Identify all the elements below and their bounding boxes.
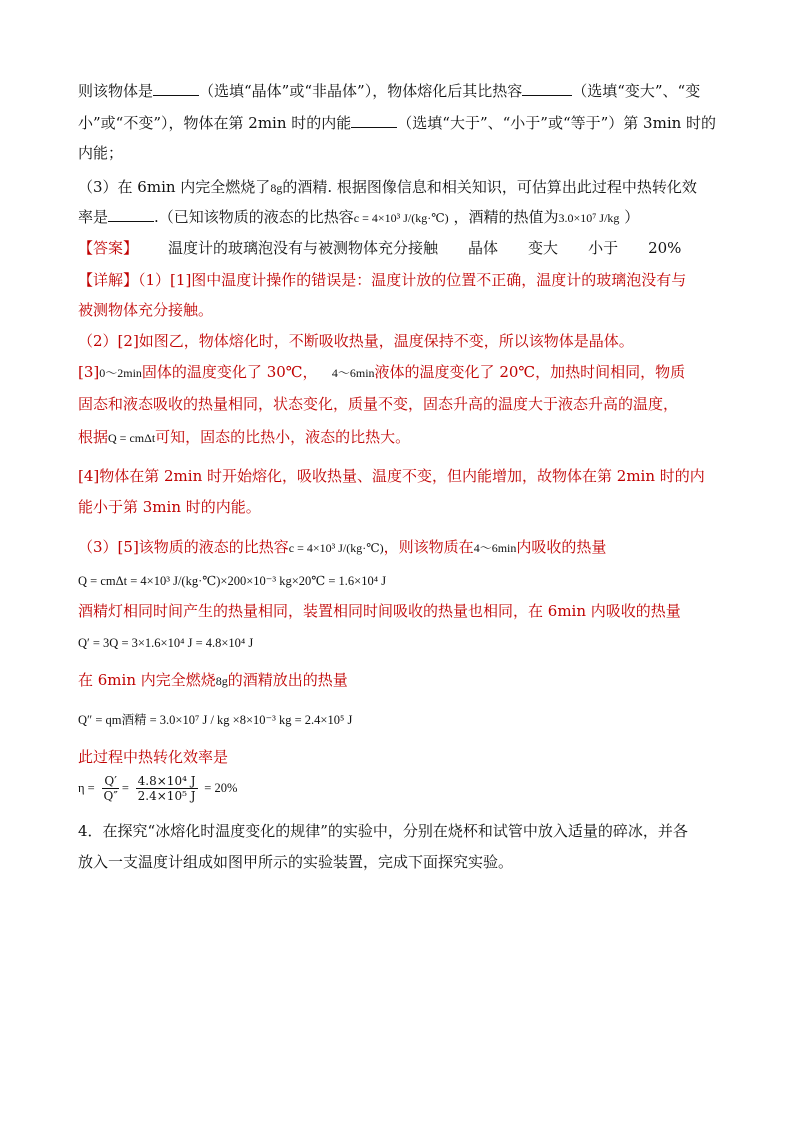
- question-line: 内能；: [78, 144, 124, 162]
- detail-line: 被测物体充分接触。: [78, 301, 214, 319]
- question-line: 小”或“不变”），物体在第 2min 时的内能 （选填“大于”、“小于”或“等于”）第 3min 时的: [78, 114, 717, 132]
- fraction: $\frac{\text{4.8×10⁴ J}}{\text{2.4×10⁵ J}}$: [137, 773, 196, 803]
- detail-label: 【详解】: [78, 271, 139, 289]
- answer-label: 【答案】: [78, 239, 139, 257]
- answer-blank: [153, 81, 199, 96]
- detail-line: 固态和液态吸收的热量相同，状态变化，质量不变，固态升高的温度大于液态升高的温度，: [78, 395, 679, 413]
- question-line: 则该物体是 （选填“晶体”或“非晶体”），物体熔化后其比热容 （选填“变大”、“变: [78, 82, 701, 100]
- detail-line: [3]0～2min固体的温度变化了 30℃， 4～6min液体的温度变化了 20℃，加热时间相同，物质: [78, 363, 686, 381]
- equation: Q″ = qm酒精 = 3.0×10⁷ J / kg ×8×10⁻³ kg = 2.4×10⁵ J: [78, 713, 353, 727]
- detail-line: 在 6min 内完全燃烧8g的酒精放出的热量: [78, 671, 348, 689]
- answer-line: 【答案】 温度计的玻璃泡没有与被测物体充分接触 晶体 变大 小于 20%: [78, 239, 682, 257]
- answer-blank: [351, 113, 397, 128]
- equation: Q′ = 3Q = 3×1.6×10⁴ J = 4.8×10⁴ J: [78, 636, 254, 650]
- question-line: 4．在探究“冰熔化时温度变化的规律”的实验中，分别在烧杯和试管中放入适量的碎冰，并各: [78, 822, 688, 840]
- equation: Q = cmΔt = 4×10³ J/(kg·℃)×200×10⁻³ kg×20℃ = 1.6×10⁴ J: [78, 574, 387, 588]
- detail-line: 酒精灯相同时间产生的热量相同，装置相同时间吸收的热量也相同，在 6min 内吸收的热量: [78, 602, 681, 620]
- detail-line: 根据Q = cmΔt可知，固态的比热小，液态的比热大。: [78, 428, 411, 446]
- detail-line: 能小于第 3min 时的内能。: [78, 498, 261, 516]
- detail-line: 【详解】（1）[1]图中温度计操作的错误是：温度计放的位置不正确，温度计的玻璃泡没有与: [78, 271, 687, 289]
- question-line: 放入一支温度计组成如图甲所示的实验装置，完成下面探究实验。: [78, 853, 514, 871]
- detail-line: （3）[5]该物质的液态的比热容c = 4×10³ J/(kg·℃)，则该物质在4～6min内吸收的热量: [78, 538, 607, 556]
- question-line: 率是 .（已知该物质的液态的比热容c = 4×10³ J/(kg·℃) ，酒精的热值为3.0×10⁷ J/kg ）: [78, 208, 640, 226]
- question-line: （3）在 6min 内完全燃烧了8g的酒精. 根据图像信息和相关知识，可估算出此过程中热转化效: [78, 178, 697, 196]
- fraction: $\frac{Q'}{Q''}$: [103, 773, 118, 803]
- efficiency-equation: η = $\frac{Q'}{Q''}$ = $\frac{\text{4.8×10⁴ J}}{\text{2.4×10⁵ J}}$ = 20%: [78, 773, 238, 803]
- detail-line: [4]物体在第 2min 时开始熔化，吸收热量、温度不变，但内能增加，故物体在第 2min 时的内: [78, 467, 705, 485]
- answer-blank: [522, 81, 572, 96]
- detail-line: 此过程中热转化效率是: [78, 748, 229, 766]
- detail-line: （2）[2]如图乙，物体熔化时，不断吸收热量，温度保持不变，所以该物体是晶体。: [78, 332, 634, 350]
- answer-blank: [108, 207, 154, 222]
